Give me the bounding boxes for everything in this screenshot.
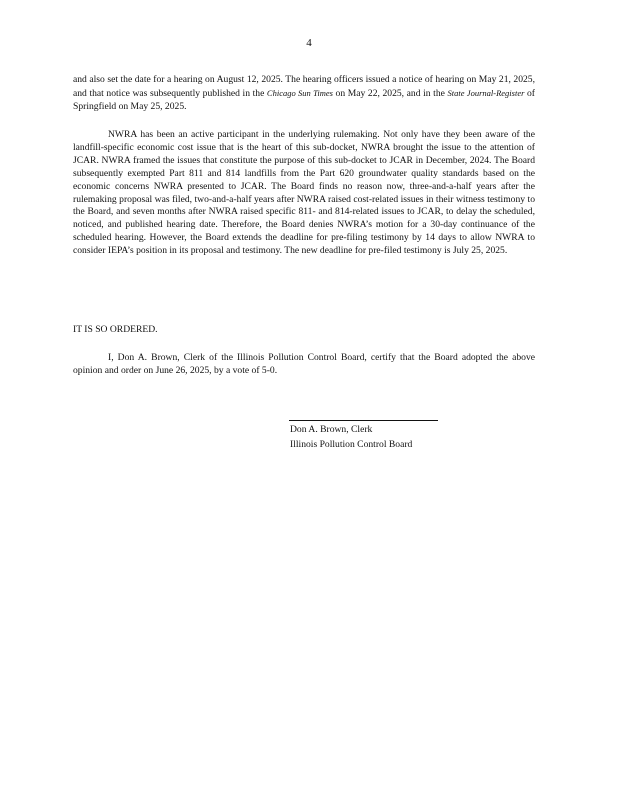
newspaper-state-journal-register: State Journal-Register [447, 87, 525, 98]
page-number: 4 [306, 37, 312, 49]
signature-line [289, 420, 438, 421]
clerk-certification: I, Don A. Brown, Clerk of the Illinois Pollution Control Board, certify that the Board adopted the above opinion and order on June 26, 2025, by a vote of 5-0. [73, 352, 535, 376]
paragraph-hearing-notice-text-a: and also set the date for a hearing on August 12, 2025. The hearing officers issued a notice of hearing on May 21, 2025, and that notice was subsequently published in the [73, 74, 535, 99]
paragraph-hearing-notice [73, 74, 535, 114]
paragraph-hearing-notice-text-c: of Springfield on May 25, 2025. [73, 87, 535, 112]
paragraph-hearing-notice-text-b: on May 22, 2025, and in the [332, 87, 448, 99]
paragraph-nwra-ruling: NWRA has been an active participant in the underlying rulemaking. Not only have they been aware of the landfill-specific economic cost issue that is the heart of this sub-docket, NWRA brought the issue to the attention of JCAR. NWRA framed the issues that constitute the purpose of this sub-docket to JCAR in December, 2024. The Board subsequently exempted Part 811 and 814 landfills from the Part 620 groundwater quality standards based on the economic concerns NWRA presented to JCAR. The Board finds no reason now, three-and-a-half years after the rulemaking proposal was filed, two-and-a-half years after NWRA raised cost-related issues in their witness testimony to the Board, and seven months after NWRA raised specific 811- and 814-related issues to JCAR, to delay the scheduled, noticed, and published hearing date. Therefore, the Board denies NWRA’s motion for a 30-day continuance of the scheduled hearing. However, the Board extends the deadline for pre-filing testimony by 14 days to allow NWRA to consider IEPA’s position in its proposal and testimony. The new deadline for pre-filed testimony is July 25, 2025. [73, 129, 535, 257]
signature-name: Don A. Brown, Clerk [290, 424, 373, 435]
signature-organization: Illinois Pollution Control Board [290, 439, 413, 450]
ordered-statement: IT IS SO ORDERED. [73, 324, 158, 335]
newspaper-chicago-sun-times: Chicago Sun Times [266, 87, 333, 98]
